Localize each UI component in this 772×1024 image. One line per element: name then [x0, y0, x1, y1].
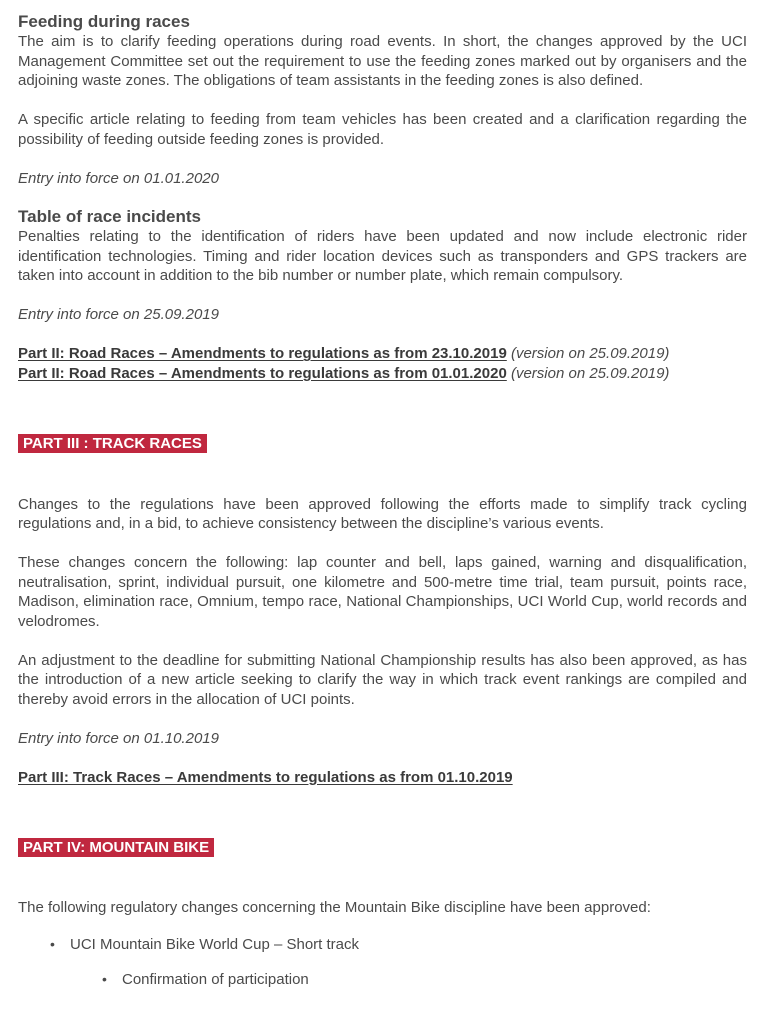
part3-badge-row: [18, 434, 747, 454]
part3-paragraph-2: These changes concern the following: lap counter and bell, laps gained, warning and disqualification, neutralisation, sprint, individual pursuit, one kilometre and 500-metre time trial, team pursuit, points race, Madison, elimination race, Omnium, tempo race, National Championships, UCI World Cup, world records and velodromes.: [18, 554, 747, 630]
part2-links: [18, 344, 747, 383]
part4-sublist: [18, 970, 747, 990]
feeding-paragraph-2: A specific article relating to feeding from team vehicles has been created and a clarification regarding the possibility of feeding outside feeding zones is provided.: [18, 111, 747, 148]
incidents-entry-date: Entry into force on 25.09.2019: [18, 306, 219, 323]
list-item: • UCI Mountain Bike World Cup – Short track: [18, 935, 747, 955]
incidents-paragraph-1: Penalties relating to the identification of riders have been updated and now include electronic rider identification technologies. Timing and rider location devices such as transponders and GPS trackers are taken into account in addition to the bib number or number plate, which remain compulsory.: [18, 228, 747, 284]
part3-entry-date: Entry into force on 01.10.2019: [18, 729, 219, 747]
version-note: (version on 25.09.2019): [510, 364, 670, 382]
part2-amendments-link-1[interactable]: Part II: Road Races – Amendments to regulations as from 23.10.2019: [18, 345, 507, 362]
part3-paragraph-1: Changes to the regulations have been approved following the efforts made to simplify track cycling regulations and, in a bid, to achieve consistency between the discipline’s various events.: [18, 495, 747, 532]
part3-badge: PART III : TRACK RACES: [18, 434, 207, 453]
list-item: • Confirmation of participation: [18, 970, 747, 990]
feeding-entry-date: Entry into force on 01.01.2020: [18, 169, 219, 187]
part3-links: [18, 768, 747, 788]
part2-amendments-link-2[interactable]: Part II: Road Races – Amendments to regulations as from 01.01.2020: [18, 364, 507, 382]
part2-link-row: [18, 364, 747, 384]
part4-badge: PART IV: MOUNTAIN BIKE: [18, 838, 214, 857]
part4-list: [18, 935, 747, 955]
part4-intro: The following regulatory changes concerning the Mountain Bike discipline have been approved:: [18, 898, 651, 916]
section-heading-incidents: Table of race incidents: [18, 207, 201, 226]
part2-link-row: [18, 344, 747, 364]
article-body: [18, 12, 747, 989]
version-note: (version on 25.09.2019): [510, 345, 670, 362]
part3-amendments-link[interactable]: Part III: Track Races – Amendments to regulations as from 01.10.2019: [18, 768, 513, 786]
part4-badge-row: [18, 838, 747, 858]
feeding-paragraph-1: The aim is to clarify feeding operations during road events. In short, the changes approved by the UCI Management Committee set out the requirement to use the feeding zones marked out by organisers and the adjoining waste zones. The obligations of team assistants in the feeding zones is also defined.: [18, 33, 747, 89]
part3-paragraph-3: An adjustment to the deadline for submitting National Championship results has also been approved, as has the introduction of a new article seeking to clarify the way in which track event rankings are compiled and thereby avoid errors in the allocation of UCI points.: [18, 651, 747, 708]
section-heading-feeding: Feeding during races: [18, 12, 190, 31]
